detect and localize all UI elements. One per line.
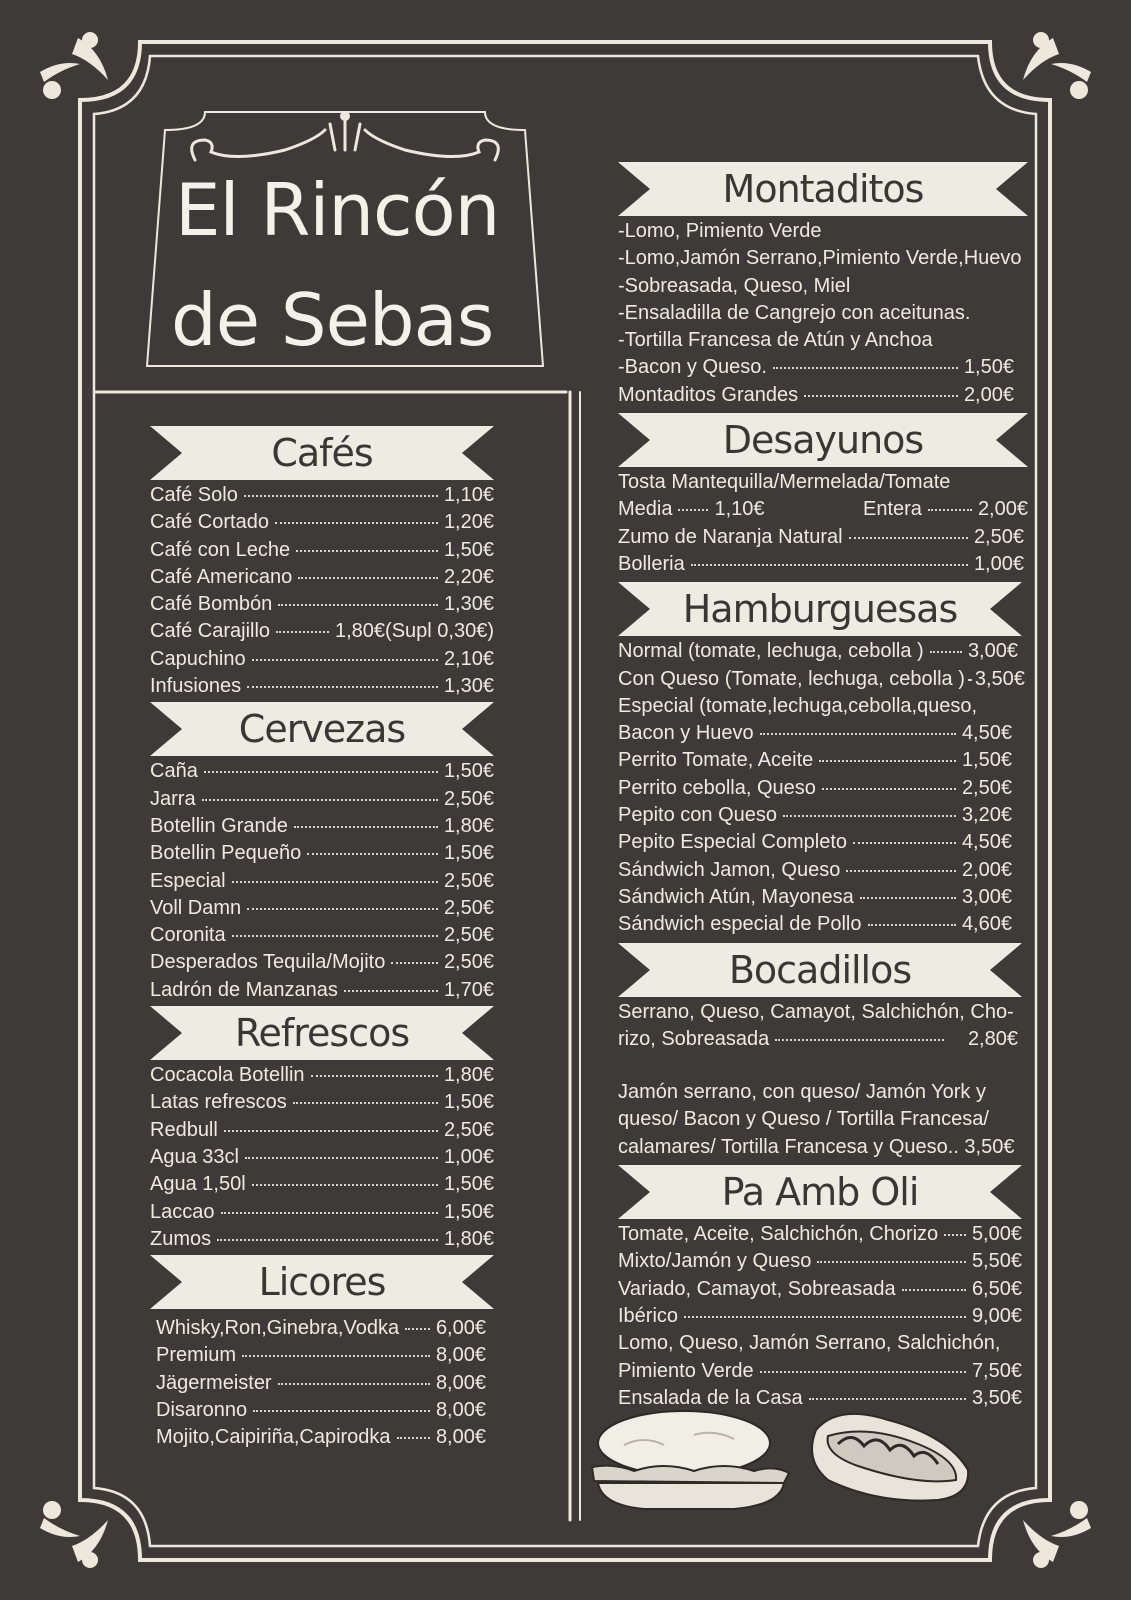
leader-dots <box>344 990 438 992</box>
item-name: Perrito cebolla, Queso <box>618 776 816 799</box>
menu-item <box>618 829 1012 856</box>
item-name: Montaditos Grandes <box>618 383 799 406</box>
menu-item <box>150 1117 494 1144</box>
flourish-icon <box>175 110 515 170</box>
item-name: Redbull <box>150 1118 218 1141</box>
leader-dots <box>252 659 438 661</box>
leader-dots <box>202 799 438 801</box>
item-price: 6,00€ <box>435 1317 486 1340</box>
item-price: 2,50€ <box>443 1118 494 1141</box>
item-name: Caña <box>150 760 198 783</box>
item-name: Botellin Grande <box>150 814 288 837</box>
corner-swirl-icon <box>30 20 120 110</box>
item-name: Pepito con Queso <box>618 804 777 827</box>
menu-line: Tosta Mantequilla/Mermelada/Tomate <box>618 471 951 494</box>
item-name: Ladrón de Manzanas <box>150 978 338 1001</box>
menu-item-media-entera <box>618 496 1028 523</box>
item-price: 1,00€ <box>443 1145 494 1168</box>
leader-dots <box>817 1261 966 1263</box>
item-name: Entera <box>863 498 922 521</box>
item-price: 1,50€ <box>443 538 494 561</box>
leader-dots <box>868 924 956 926</box>
menu-item <box>150 482 494 509</box>
menu-line: Lomo, Queso, Jamón Serrano, Salchichón, <box>618 1332 1001 1355</box>
item-price: 2,00€ <box>961 858 1012 881</box>
item-price: 8,00€ <box>435 1344 486 1367</box>
leader-dots <box>247 908 438 910</box>
item-name: Perrito Tomate, Aceite <box>618 749 814 772</box>
item-price: 8,00€ <box>435 1371 486 1394</box>
menu-item <box>150 813 494 840</box>
menu-item <box>150 786 494 813</box>
item-price: 2,50€ <box>443 869 494 892</box>
item-price: 2,80€ <box>967 1027 1018 1050</box>
item-name: Normal (tomate, lechuga, cebolla ) <box>618 640 924 663</box>
menu-item <box>150 1226 494 1253</box>
item-price: 3,50€ <box>974 667 1025 690</box>
title-box <box>145 110 545 368</box>
hamburger-icon <box>584 1405 802 1515</box>
menu-item <box>150 673 494 700</box>
item-name: Capuchino <box>150 647 246 670</box>
menu-item <box>150 922 494 949</box>
item-name: Mojito,Caipiriña,Capirodka <box>156 1426 391 1449</box>
item-price: 1,30€ <box>443 675 494 698</box>
item-name: Media <box>618 498 673 521</box>
leader-dots <box>760 733 956 735</box>
menu-item <box>618 747 1012 774</box>
item-name: Variado, Camayot, Sobreasada <box>618 1277 896 1300</box>
menu-item <box>618 1358 1022 1385</box>
leader-dots <box>775 1039 944 1041</box>
leader-dots <box>678 509 708 511</box>
menu-line: queso/ Bacon y Queso / Tortilla Francesa/ <box>618 1108 989 1131</box>
pa-amb-oli-list <box>618 1221 1028 1412</box>
section-banner <box>150 424 494 482</box>
item-price: 1,80€(Supl 0,30€) <box>334 620 494 643</box>
item-price: 1,70€ <box>443 978 494 1001</box>
section-title: Refrescos <box>234 1011 410 1056</box>
menu-item <box>618 1221 1022 1248</box>
section-banner <box>150 1004 494 1062</box>
item-name: Café con Leche <box>150 538 291 561</box>
leader-dots <box>298 577 438 579</box>
item-name: Café Cortado <box>150 511 269 534</box>
hotdog-icon <box>798 1400 978 1510</box>
leader-dots <box>311 1075 438 1077</box>
menu-item <box>150 758 494 785</box>
menu-item <box>618 884 1012 911</box>
item-name: Zumo de Naranja Natural <box>618 525 843 548</box>
leader-dots <box>928 509 972 511</box>
menu-item <box>150 537 494 564</box>
menu-item <box>156 1397 486 1424</box>
leader-dots <box>252 1184 438 1186</box>
menu-item <box>618 382 1014 409</box>
menu-item <box>150 1199 494 1226</box>
menu-item <box>618 524 1024 551</box>
menu-item <box>150 1062 494 1089</box>
item-price: 1,30€ <box>443 593 494 616</box>
item-price: 1,10€ <box>714 498 765 521</box>
item-name: -Bacon y Queso. <box>618 356 767 379</box>
desayunos-list <box>618 469 1028 578</box>
item-price: 1,20€ <box>443 511 494 534</box>
menu-item <box>150 591 494 618</box>
menu-item <box>150 1171 494 1198</box>
menu-item <box>618 666 1025 693</box>
item-price: 2,50€ <box>973 525 1024 548</box>
section-banner <box>150 1253 494 1311</box>
section-banner <box>618 580 1022 638</box>
menu-item <box>618 802 1012 829</box>
item-name: Ensalada de la Casa <box>618 1386 803 1409</box>
menu-line: Jamón serrano, con queso/ Jamón York y <box>618 1081 986 1104</box>
menu-item <box>150 618 494 645</box>
item-name: Voll Damn <box>150 896 242 919</box>
menu-item <box>618 638 1018 665</box>
menu-item <box>618 775 1012 802</box>
leader-dots <box>278 604 438 606</box>
item-price: 9,00€ <box>971 1304 1022 1327</box>
item-price: 2,50€ <box>443 787 494 810</box>
item-price: 3,50€ <box>971 1386 1022 1409</box>
item-name: Bolleria <box>618 552 685 575</box>
menu-line: -Tortilla Francesa de Atún y Anchoa <box>618 329 933 352</box>
menu-item <box>618 1276 1022 1303</box>
menu-item <box>618 720 1012 747</box>
item-price: 1,50€ <box>961 749 1012 772</box>
menu-item <box>618 1248 1022 1275</box>
leader-dots <box>294 826 438 828</box>
menu-line: -Ensaladilla de Cangrejo con aceitunas. <box>618 301 971 324</box>
leader-dots <box>247 686 438 688</box>
menu-line: -Sobreasada, Queso, Miel <box>618 274 851 297</box>
item-name: Sándwich especial de Pollo <box>618 913 862 936</box>
leader-dots <box>760 1371 966 1373</box>
item-price: 3,00€ <box>961 885 1012 908</box>
item-name: Café Solo <box>150 484 238 506</box>
item-name: Botellin Pequeño <box>150 842 302 865</box>
leader-dots <box>242 1355 430 1357</box>
hamburguesas-list <box>618 638 1028 938</box>
menu-item <box>156 1342 486 1369</box>
item-name: Café Carajillo <box>150 620 271 643</box>
leader-dots <box>397 1437 430 1439</box>
menu-line: -Lomo, Pimiento Verde <box>618 220 822 242</box>
item-name: rizo, Sobreasada <box>618 1027 770 1050</box>
corner-swirl-icon <box>1011 1490 1101 1580</box>
section-item-list <box>150 482 494 700</box>
leader-dots <box>849 537 968 539</box>
item-price: 1,50€ <box>443 1091 494 1114</box>
leader-dots <box>293 1102 438 1104</box>
menu-item <box>150 949 494 976</box>
leader-dots <box>307 853 438 855</box>
title-line-2: de Sebas <box>171 278 494 362</box>
leader-dots <box>276 631 329 633</box>
item-price: 3,00€ <box>967 640 1018 663</box>
section-title-pa-amb-oli: Pa Amb Oli <box>721 1170 919 1215</box>
item-name: Pepito Especial Completo <box>618 831 848 854</box>
leader-dots <box>822 788 956 790</box>
item-price: 1,50€ <box>443 1200 494 1223</box>
item-name: Whisky,Ron,Ginebra,Vodka <box>156 1317 400 1340</box>
leader-dots <box>853 842 956 844</box>
item-price: 2,50€ <box>961 776 1012 799</box>
item-price: 2,00€ <box>963 383 1014 406</box>
item-price: 7,50€ <box>971 1359 1022 1382</box>
menu-item <box>150 509 494 536</box>
leader-dots <box>968 679 972 681</box>
item-price: 8,00€ <box>435 1426 486 1449</box>
bocadillos-list <box>618 999 1028 1161</box>
menu-item <box>150 1089 494 1116</box>
item-name: Con Queso (Tomate, lechuga, cebolla ) <box>618 667 965 690</box>
leader-dots <box>684 1316 966 1318</box>
leader-dots <box>221 1212 438 1214</box>
menu-item <box>150 895 494 922</box>
leader-dots <box>275 522 438 524</box>
leader-dots <box>860 897 956 899</box>
leader-dots <box>232 881 438 883</box>
section-title-hamburguesas: Hamburguesas <box>682 587 958 632</box>
item-price: 2,20€ <box>443 565 494 588</box>
section-banner <box>618 1163 1022 1221</box>
item-price: 1,80€ <box>443 814 494 837</box>
item-name: Agua 33cl <box>150 1145 239 1168</box>
item-name: Café Americano <box>150 565 293 588</box>
leader-dots <box>846 870 956 872</box>
item-name: Agua 1,50l <box>150 1173 246 1196</box>
right-column <box>618 160 1028 1412</box>
menu-item <box>156 1424 486 1451</box>
menu-line: Especial (tomate,lechuga,cebolla,queso, <box>618 694 978 717</box>
leader-dots <box>930 651 962 653</box>
menu-item <box>150 564 494 591</box>
menu-item <box>156 1370 486 1397</box>
menu-item <box>150 868 494 895</box>
item-name: Coronita <box>150 924 226 947</box>
item-price: 1,50€ <box>963 356 1014 379</box>
section-banner <box>150 700 494 758</box>
corner-swirl-icon <box>30 1490 120 1580</box>
section-banner <box>618 160 1028 218</box>
leader-dots <box>783 815 956 817</box>
leader-dots <box>278 1383 430 1385</box>
menu-line: calamares/ Tortilla Francesa y Queso.. 3,50€ <box>618 1135 1015 1158</box>
section-item-list <box>150 1315 494 1451</box>
item-price: 1,80€ <box>443 1064 494 1087</box>
item-price: 4,50€ <box>961 831 1012 854</box>
item-name: Infusiones <box>150 675 242 698</box>
item-name: Bacon y Huevo <box>618 722 754 745</box>
leader-dots <box>204 771 438 773</box>
menu-item <box>618 551 1024 578</box>
item-name: Desperados Tequila/Mojito <box>150 951 386 974</box>
item-name: Especial <box>150 869 226 892</box>
menu-line: Serrano, Queso, Camayot, Salchichón, Cho- <box>618 1000 1014 1023</box>
menu-item <box>150 840 494 867</box>
section-banner <box>618 411 1028 469</box>
item-price: 2,00€ <box>977 498 1028 521</box>
title-line-1: El Rincón <box>175 168 500 252</box>
item-price: 1,50€ <box>443 842 494 865</box>
item-price: 4,50€ <box>961 722 1012 745</box>
item-price: 1,50€ <box>443 1173 494 1196</box>
menu-item <box>618 911 1012 938</box>
section-title: Cervezas <box>238 707 406 752</box>
item-name: Latas refrescos <box>150 1091 287 1114</box>
leader-dots <box>405 1328 430 1330</box>
leader-dots <box>296 550 438 552</box>
corner-swirl-icon <box>1011 20 1101 110</box>
item-name: Jägermeister <box>156 1371 272 1394</box>
item-name: Cocacola Botellin <box>150 1064 305 1087</box>
menu-item <box>618 354 1014 381</box>
item-price: 1,50€ <box>443 760 494 783</box>
montaditos-list <box>618 218 1028 409</box>
menu-item <box>150 646 494 673</box>
item-price: 1,10€ <box>443 484 494 506</box>
item-price: 3,20€ <box>961 804 1012 827</box>
left-column <box>150 424 494 1452</box>
item-name: Jarra <box>150 787 196 810</box>
item-price: 6,50€ <box>971 1277 1022 1300</box>
section-title: Cafés <box>271 431 373 475</box>
item-price: 4,60€ <box>961 913 1012 936</box>
item-name: Ibérico <box>618 1304 679 1327</box>
section-item-list <box>150 758 494 1004</box>
section-title-montaditos: Montaditos <box>722 167 924 211</box>
item-price: 1,00€ <box>973 552 1024 575</box>
item-name: Disaronno <box>156 1399 248 1422</box>
leader-dots <box>819 760 956 762</box>
section-title-bocadillos: Bocadillos <box>728 947 912 992</box>
item-price: 5,00€ <box>971 1223 1022 1246</box>
item-price: 8,00€ <box>435 1399 486 1422</box>
item-name: Tomate, Aceite, Salchichón, Chorizo <box>618 1223 939 1246</box>
item-name: Café Bombón <box>150 593 273 616</box>
item-price: 2,50€ <box>443 924 494 947</box>
leader-dots <box>244 495 438 497</box>
leader-dots <box>804 395 958 397</box>
menu-item <box>618 1026 1018 1053</box>
leader-dots <box>902 1289 966 1291</box>
menu-item <box>156 1315 486 1342</box>
leader-dots <box>224 1130 438 1132</box>
leader-dots <box>253 1410 430 1412</box>
section-item-list <box>150 1062 494 1253</box>
item-name: Premium <box>156 1344 237 1367</box>
item-name: Pimiento Verde <box>618 1359 754 1382</box>
spacer <box>618 1053 1028 1079</box>
item-price: 5,50€ <box>971 1250 1022 1273</box>
menu-item <box>150 977 494 1004</box>
leader-dots <box>391 962 438 964</box>
section-title-desayunos: Desayunos <box>722 418 924 463</box>
leader-dots <box>217 1239 438 1241</box>
leader-dots <box>232 935 438 937</box>
item-price: 2,10€ <box>443 647 494 670</box>
section-banner <box>618 941 1022 999</box>
leader-dots <box>245 1157 438 1159</box>
item-name: Mixto/Jamón y Queso <box>618 1250 812 1273</box>
leader-dots <box>773 367 958 369</box>
item-price: 2,50€ <box>443 951 494 974</box>
menu-item <box>618 1303 1022 1330</box>
item-name: Zumos <box>150 1227 212 1250</box>
section-title: Licores <box>258 1260 386 1305</box>
item-name: Sándwich Atún, Mayonesa <box>618 885 854 908</box>
menu-item <box>150 1144 494 1171</box>
item-name: Laccao <box>150 1200 215 1223</box>
menu-line: -Lomo,Jamón Serrano,Pimiento Verde,Huevo <box>618 247 1022 270</box>
menu-item <box>618 857 1012 884</box>
item-name: Sándwich Jamon, Queso <box>618 858 841 881</box>
item-price: 2,50€ <box>443 896 494 919</box>
leader-dots <box>944 1234 966 1236</box>
item-price: 1,80€ <box>443 1227 494 1250</box>
leader-dots <box>691 564 968 566</box>
